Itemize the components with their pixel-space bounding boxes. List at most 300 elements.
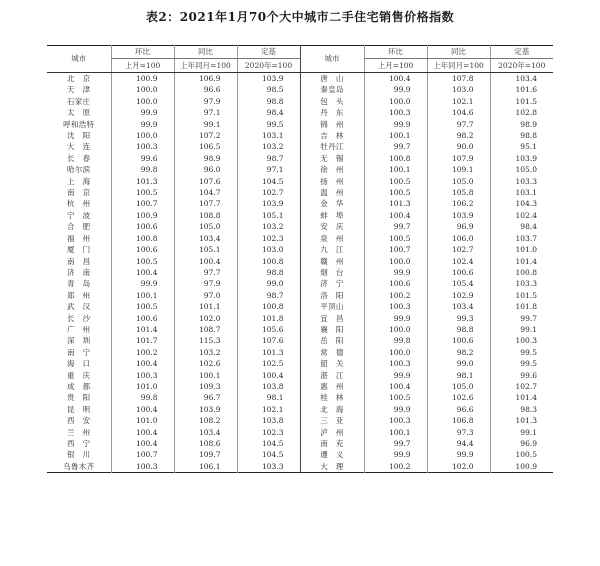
table-row — [47, 210, 553, 221]
base-cell: 98.7 — [237, 290, 300, 301]
city-cell: 海 口 — [67, 359, 91, 369]
mom-cell: 100.0 — [111, 130, 174, 141]
table-title: 表2：2021年1月70个大中城市二手住宅销售价格指数 — [145, 10, 455, 24]
base-cell: 100.5 — [490, 449, 553, 460]
yoy-cell: 109.1 — [427, 164, 490, 175]
table-row — [47, 381, 553, 392]
yoy-cell: 108.7 — [174, 324, 237, 335]
city-cell: 贵 阳 — [67, 393, 91, 403]
base-cell: 102.7 — [490, 381, 553, 392]
yoy-cell: 106.5 — [174, 141, 237, 152]
mom-cell: 100.7 — [111, 449, 174, 460]
yoy-cell: 102.6 — [174, 358, 237, 369]
base-cell: 103.1 — [237, 130, 300, 141]
city-cell: 丹 东 — [300, 107, 364, 118]
city-cell: 西 宁 — [67, 439, 91, 448]
yoy-cell: 97.9 — [174, 96, 237, 107]
mom-cell: 100.0 — [111, 96, 174, 107]
yoy-cell: 106.0 — [427, 233, 490, 244]
table-row — [47, 313, 553, 324]
table-row — [47, 119, 553, 130]
city-cell: 温 州 — [300, 187, 364, 198]
base-cell: 100.4 — [237, 370, 300, 381]
base-cell: 103.8 — [237, 415, 300, 426]
mom-cell: 99.7 — [364, 438, 427, 449]
base-cell: 101.3 — [490, 415, 553, 426]
mom-cell: 101.7 — [111, 335, 174, 346]
mom-cell: 99.9 — [111, 278, 174, 289]
mom-cell: 100.3 — [364, 107, 427, 118]
yoy-cell: 115.3 — [174, 335, 237, 346]
base-cell: 101.4 — [490, 256, 553, 267]
base-cell: 104.5 — [237, 449, 300, 460]
yoy-cell: 98.2 — [427, 347, 490, 358]
base-cell: 105.6 — [237, 324, 300, 335]
yoy-cell: 102.7 — [427, 244, 490, 255]
city-cell: 西 安 — [67, 416, 91, 426]
table-row — [47, 244, 553, 255]
mom-cell: 99.9 — [364, 84, 427, 95]
mom-cell: 100.4 — [111, 404, 174, 415]
yoy-cell: 103.0 — [427, 84, 490, 95]
base-cell: 102.3 — [237, 427, 300, 438]
yoy-cell: 96.6 — [427, 404, 490, 415]
yoy-cell: 106.9 — [174, 73, 237, 85]
table-row — [47, 153, 553, 164]
mom-cell: 100.2 — [111, 347, 174, 358]
mom-cell: 100.6 — [111, 313, 174, 324]
mom-cell: 100.3 — [111, 461, 174, 473]
column-subheader-base: 2020年=100 — [490, 59, 553, 73]
mom-cell: 100.5 — [111, 301, 174, 312]
base-cell: 101.4 — [490, 392, 553, 403]
yoy-cell: 96.6 — [174, 84, 237, 95]
city-cell: 南 昌 — [67, 256, 91, 266]
yoy-cell: 103.9 — [174, 404, 237, 415]
yoy-cell: 104.6 — [427, 107, 490, 118]
mom-cell: 99.9 — [364, 370, 427, 381]
mom-cell: 100.4 — [111, 438, 174, 449]
mom-cell: 100.4 — [111, 358, 174, 369]
mom-cell: 100.5 — [364, 187, 427, 198]
yoy-cell: 96.9 — [427, 221, 490, 232]
base-cell: 100.8 — [237, 301, 300, 312]
table-row — [47, 358, 553, 369]
base-cell: 98.7 — [237, 153, 300, 164]
mom-cell: 100.2 — [364, 290, 427, 301]
mom-cell: 100.5 — [364, 176, 427, 187]
table-row — [47, 324, 553, 335]
yoy-cell: 106.2 — [427, 198, 490, 209]
mom-cell: 100.1 — [364, 427, 427, 438]
yoy-cell: 102.0 — [427, 461, 490, 473]
yoy-cell: 97.7 — [427, 119, 490, 130]
table-row — [47, 176, 553, 187]
yoy-cell: 98.2 — [427, 130, 490, 141]
yoy-cell: 99.1 — [174, 119, 237, 130]
yoy-cell: 102.1 — [427, 96, 490, 107]
table-row — [47, 84, 553, 95]
table-row — [47, 461, 553, 473]
yoy-cell: 97.3 — [427, 427, 490, 438]
city-cell: 常 德 — [300, 347, 364, 358]
base-cell: 98.1 — [237, 392, 300, 403]
column-subheader-base: 2020年=100 — [237, 59, 300, 73]
city-cell: 宁 波 — [67, 210, 91, 220]
yoy-cell: 107.9 — [427, 153, 490, 164]
table-row — [47, 370, 553, 381]
city-cell: 秦皇岛 — [300, 84, 364, 95]
base-cell: 103.3 — [490, 176, 553, 187]
table-row — [47, 335, 553, 346]
city-cell: 大 连 — [67, 142, 91, 152]
mom-cell: 100.4 — [111, 427, 174, 438]
city-cell: 深 圳 — [67, 336, 91, 346]
base-cell: 98.8 — [237, 96, 300, 107]
city-cell: 重 庆 — [67, 370, 91, 380]
mom-cell: 101.3 — [111, 176, 174, 187]
yoy-cell: 108.6 — [174, 438, 237, 449]
column-header-base: 定基 — [490, 46, 553, 59]
yoy-cell: 99.9 — [427, 449, 490, 460]
yoy-cell: 97.0 — [174, 290, 237, 301]
base-cell: 105.0 — [490, 164, 553, 175]
base-cell: 102.1 — [237, 404, 300, 415]
base-cell: 102.3 — [237, 233, 300, 244]
city-cell: 天 津 — [67, 85, 91, 95]
city-cell: 厦 门 — [67, 245, 91, 255]
column-subheader-mom: 上月=100 — [364, 59, 427, 73]
table-row — [47, 449, 553, 460]
table-row — [47, 392, 553, 403]
base-cell: 103.2 — [237, 141, 300, 152]
city-cell: 长 沙 — [67, 313, 91, 323]
city-cell: 锦 州 — [300, 119, 364, 130]
mom-cell: 100.4 — [364, 73, 427, 85]
mom-cell: 100.3 — [111, 370, 174, 381]
table-row — [47, 187, 553, 198]
city-cell: 南 充 — [300, 438, 364, 449]
mom-cell: 100.3 — [111, 141, 174, 152]
table-row — [47, 107, 553, 118]
mom-cell: 100.3 — [364, 301, 427, 312]
yoy-cell: 99.3 — [427, 313, 490, 324]
base-cell: 103.9 — [237, 198, 300, 209]
mom-cell: 100.1 — [364, 130, 427, 141]
table-row — [47, 73, 553, 85]
base-cell: 107.6 — [237, 335, 300, 346]
table-row — [47, 438, 553, 449]
base-cell: 105.1 — [237, 210, 300, 221]
mom-cell: 100.7 — [111, 198, 174, 209]
city-cell: 大 理 — [300, 461, 364, 473]
base-cell: 103.9 — [490, 153, 553, 164]
mom-cell: 99.9 — [364, 119, 427, 130]
column-header-yoy: 同比 — [427, 46, 490, 59]
table-row — [47, 164, 553, 175]
city-cell: 遵 义 — [300, 449, 364, 460]
city-cell: 蚌 埠 — [300, 210, 364, 221]
yoy-cell: 100.4 — [174, 256, 237, 267]
city-cell: 南 京 — [67, 188, 91, 198]
yoy-cell: 103.4 — [174, 427, 237, 438]
yoy-cell: 102.9 — [427, 290, 490, 301]
column-header-city: 城市 — [300, 46, 364, 73]
table-row — [47, 96, 553, 107]
base-cell: 98.8 — [490, 130, 553, 141]
mom-cell: 99.9 — [111, 107, 174, 118]
mom-cell: 99.9 — [364, 267, 427, 278]
city-cell: 呼和浩特 — [63, 119, 95, 129]
base-cell: 104.5 — [237, 438, 300, 449]
mom-cell: 99.8 — [111, 392, 174, 403]
yoy-cell: 97.1 — [174, 107, 237, 118]
yoy-cell: 109.7 — [174, 449, 237, 460]
base-cell: 99.6 — [490, 370, 553, 381]
mom-cell: 100.4 — [364, 210, 427, 221]
table-row — [47, 290, 553, 301]
base-cell: 101.5 — [490, 96, 553, 107]
yoy-cell: 109.3 — [174, 381, 237, 392]
city-cell: 太 原 — [67, 108, 91, 118]
mom-cell: 100.0 — [364, 96, 427, 107]
table-row — [47, 301, 553, 312]
city-cell: 惠 州 — [300, 381, 364, 392]
yoy-cell: 105.0 — [427, 176, 490, 187]
yoy-cell: 99.0 — [427, 358, 490, 369]
yoy-cell: 98.1 — [427, 370, 490, 381]
city-cell: 包 头 — [300, 96, 364, 107]
base-cell: 104.3 — [490, 198, 553, 209]
city-cell: 吉 林 — [300, 130, 364, 141]
base-cell: 99.5 — [490, 347, 553, 358]
city-cell: 青 岛 — [67, 279, 91, 289]
base-cell: 98.8 — [237, 267, 300, 278]
mom-cell: 99.8 — [111, 164, 174, 175]
mom-cell: 99.9 — [364, 404, 427, 415]
column-header-city: 城市 — [47, 46, 111, 73]
mom-cell: 100.1 — [111, 290, 174, 301]
base-cell: 103.8 — [237, 381, 300, 392]
city-cell: 襄 阳 — [300, 324, 364, 335]
mom-cell: 100.3 — [364, 358, 427, 369]
column-header-base: 定基 — [237, 46, 300, 59]
city-cell: 金 华 — [300, 198, 364, 209]
yoy-cell: 100.6 — [427, 267, 490, 278]
yoy-cell: 101.1 — [174, 301, 237, 312]
mom-cell: 101.0 — [111, 381, 174, 392]
table-row — [47, 278, 553, 289]
city-cell: 韶 关 — [300, 358, 364, 369]
base-cell: 99.1 — [490, 324, 553, 335]
mom-cell: 99.6 — [111, 153, 174, 164]
mom-cell: 100.3 — [364, 415, 427, 426]
city-cell: 哈尔滨 — [67, 165, 91, 175]
base-cell: 101.6 — [490, 84, 553, 95]
yoy-cell: 104.7 — [174, 187, 237, 198]
column-subheader-yoy: 上年同月=100 — [427, 59, 490, 73]
base-cell: 101.8 — [237, 313, 300, 324]
mom-cell: 100.0 — [364, 347, 427, 358]
city-cell: 泉 州 — [300, 233, 364, 244]
city-cell: 兰 州 — [67, 427, 91, 437]
base-cell: 97.1 — [237, 164, 300, 175]
yoy-cell: 94.4 — [427, 438, 490, 449]
base-cell: 102.7 — [237, 187, 300, 198]
mom-cell: 99.8 — [364, 335, 427, 346]
yoy-cell: 107.6 — [174, 176, 237, 187]
mom-cell: 100.7 — [364, 244, 427, 255]
yoy-cell: 105.4 — [427, 278, 490, 289]
column-header-mom: 环比 — [111, 46, 174, 59]
mom-cell: 99.9 — [364, 313, 427, 324]
mom-cell: 100.5 — [111, 256, 174, 267]
yoy-cell: 103.4 — [427, 301, 490, 312]
city-cell: 济 宁 — [300, 278, 364, 289]
table-row — [47, 233, 553, 244]
base-cell: 99.0 — [237, 278, 300, 289]
city-cell: 泸 州 — [300, 427, 364, 438]
base-cell: 99.5 — [237, 119, 300, 130]
base-cell: 100.8 — [490, 267, 553, 278]
yoy-cell: 103.2 — [174, 347, 237, 358]
city-cell: 昆 明 — [67, 404, 91, 414]
mom-cell: 100.8 — [364, 153, 427, 164]
yoy-cell: 96.0 — [174, 164, 237, 175]
base-cell: 100.3 — [490, 335, 553, 346]
base-cell: 98.4 — [237, 107, 300, 118]
table-row — [47, 404, 553, 415]
city-cell: 三 亚 — [300, 415, 364, 426]
yoy-cell: 96.7 — [174, 392, 237, 403]
mom-cell: 100.4 — [111, 267, 174, 278]
mom-cell: 100.6 — [111, 244, 174, 255]
yoy-cell: 105.0 — [427, 381, 490, 392]
yoy-cell: 108.2 — [174, 415, 237, 426]
yoy-cell: 105.1 — [174, 244, 237, 255]
city-cell: 成 都 — [67, 381, 91, 391]
table-row — [47, 198, 553, 209]
city-cell: 石家庄 — [67, 96, 91, 106]
base-cell: 99.5 — [490, 358, 553, 369]
table-row — [47, 130, 553, 141]
table-row — [47, 415, 553, 426]
city-cell: 杭 州 — [67, 199, 91, 209]
base-cell: 100.9 — [490, 461, 553, 473]
table-row — [47, 221, 553, 232]
yoy-cell: 105.0 — [174, 221, 237, 232]
mom-cell: 100.2 — [364, 461, 427, 473]
column-subheader-yoy: 上年同月=100 — [174, 59, 237, 73]
mom-cell: 101.4 — [111, 324, 174, 335]
city-cell: 济 南 — [67, 267, 91, 277]
yoy-cell: 105.8 — [427, 187, 490, 198]
base-cell: 96.9 — [490, 438, 553, 449]
base-cell: 103.7 — [490, 233, 553, 244]
city-cell: 九 江 — [300, 244, 364, 255]
table-row — [47, 347, 553, 358]
base-cell: 99.7 — [490, 313, 553, 324]
city-cell: 唐 山 — [300, 73, 364, 85]
mom-cell: 99.7 — [364, 221, 427, 232]
yoy-cell: 97.7 — [174, 267, 237, 278]
city-cell: 平顶山 — [300, 301, 364, 312]
mom-cell: 99.9 — [111, 119, 174, 130]
city-cell: 武 汉 — [67, 302, 91, 312]
city-cell: 南 宁 — [67, 347, 91, 357]
base-cell: 101.0 — [490, 244, 553, 255]
base-cell: 103.2 — [237, 221, 300, 232]
mom-cell: 100.0 — [111, 84, 174, 95]
yoy-cell: 90.0 — [427, 141, 490, 152]
yoy-cell: 107.8 — [427, 73, 490, 85]
base-cell: 98.5 — [237, 84, 300, 95]
city-cell: 长 春 — [67, 153, 91, 163]
price-index-table — [47, 45, 553, 473]
yoy-cell: 97.9 — [174, 278, 237, 289]
mom-cell: 100.0 — [364, 256, 427, 267]
city-cell: 上 海 — [67, 176, 91, 186]
base-cell: 99.1 — [490, 427, 553, 438]
city-cell: 桂 林 — [300, 392, 364, 403]
city-cell: 郑 州 — [67, 290, 91, 300]
base-cell: 104.5 — [237, 176, 300, 187]
yoy-cell: 100.6 — [427, 335, 490, 346]
base-cell: 102.4 — [490, 210, 553, 221]
city-cell: 岳 阳 — [300, 335, 364, 346]
mom-cell: 100.5 — [364, 233, 427, 244]
table-row — [47, 267, 553, 278]
base-cell: 101.3 — [237, 347, 300, 358]
base-cell: 98.4 — [490, 221, 553, 232]
city-cell: 安 庆 — [300, 221, 364, 232]
city-cell: 洛 阳 — [300, 290, 364, 301]
city-cell: 扬 州 — [300, 176, 364, 187]
base-cell: 103.4 — [490, 73, 553, 85]
mom-cell: 100.6 — [111, 221, 174, 232]
city-cell: 无 锡 — [300, 153, 364, 164]
yoy-cell: 107.2 — [174, 130, 237, 141]
column-subheader-mom: 上月=100 — [111, 59, 174, 73]
mom-cell: 99.9 — [364, 449, 427, 460]
city-cell: 赣 州 — [300, 256, 364, 267]
mom-cell: 100.4 — [364, 381, 427, 392]
mom-cell: 100.8 — [111, 233, 174, 244]
mom-cell: 100.9 — [111, 73, 174, 85]
base-cell: 102.5 — [237, 358, 300, 369]
mom-cell: 100.5 — [111, 187, 174, 198]
city-cell: 北 京 — [67, 74, 91, 83]
base-cell: 103.9 — [237, 73, 300, 85]
city-cell: 沈 阳 — [67, 131, 91, 141]
base-cell: 103.3 — [490, 278, 553, 289]
city-cell: 广 州 — [67, 324, 91, 334]
yoy-cell: 106.8 — [427, 415, 490, 426]
city-cell: 湛 江 — [300, 370, 364, 381]
table-row — [47, 256, 553, 267]
mom-cell: 100.9 — [111, 210, 174, 221]
base-cell: 103.0 — [237, 244, 300, 255]
city-cell: 北 海 — [300, 404, 364, 415]
mom-cell: 100.1 — [364, 164, 427, 175]
column-header-yoy: 同比 — [174, 46, 237, 59]
base-cell: 103.3 — [237, 461, 300, 473]
yoy-cell: 103.4 — [174, 233, 237, 244]
mom-cell: 100.0 — [364, 324, 427, 335]
base-cell: 103.1 — [490, 187, 553, 198]
mom-cell: 100.5 — [364, 392, 427, 403]
base-cell: 100.8 — [237, 256, 300, 267]
